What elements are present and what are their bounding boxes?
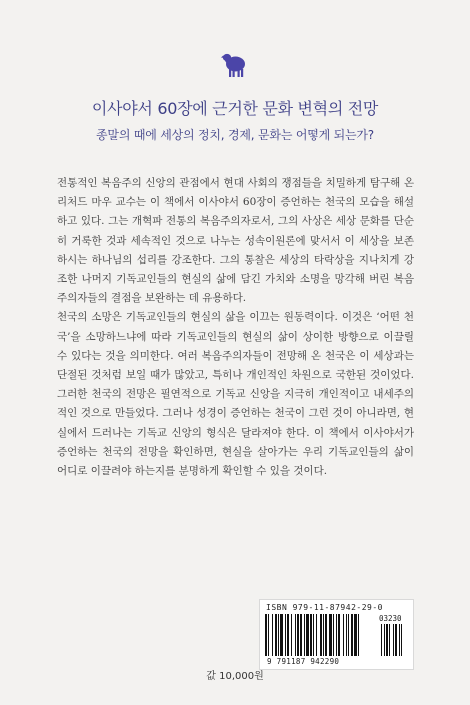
barcode-bar <box>333 614 334 656</box>
book-title: 이사야서 60장에 근거한 문화 변혁의 전망 <box>91 99 379 118</box>
barcode-addon-bar <box>395 624 397 656</box>
isbn-number: ISBN 979-11-87942-29-0 <box>266 603 383 612</box>
barcode-bar <box>306 614 309 656</box>
barcode-bar <box>304 614 305 656</box>
barcode-bar <box>275 614 277 656</box>
barcode-digits: 9 791187 942290 <box>267 657 340 666</box>
barcode-bar <box>278 614 279 656</box>
barcode-bar <box>358 614 359 656</box>
barcode-bar <box>323 614 324 656</box>
barcode-addon-bar <box>393 624 394 656</box>
barcode-bar <box>287 614 289 656</box>
barcode-addon-bar <box>381 624 382 656</box>
barcode-addon-bar <box>401 624 402 656</box>
barcode-bar <box>280 614 283 656</box>
barcode-bar <box>265 614 267 656</box>
isbn-barcode <box>259 599 414 670</box>
price: 값 10,000원 <box>206 671 264 682</box>
barcode-bar <box>351 614 353 656</box>
barcode-bar <box>291 614 292 656</box>
book-subtitle: 종말의 때에 세상의 정치, 경제, 문화는 어떻게 되는가? <box>96 128 374 142</box>
description-paragraph: 천국의 소망은 기독교인들의 현실의 삶을 이끄는 원동력이다. 이것은 ‘어떤 천국’을 소망하느냐에 따라 기독교인들의 현실의 삶이 상이한 방향으로 이끌릴 수 있다는 것을 의미한다. 여러 복음주의자들이 전망해 온 천국은 이 세상과는 단절된 것처럼 보일 때가 많았고, 특히나 개인적인 차원으로 국한된 것이었다. 그러한 천국의 전망은 필연적으로 기독교 신앙을 지극히 개인적이고 내세주의적인 것으로 만들었다. 그러나 성경이 증언하는 천국이 그런 것이 아니라면, 현실에서 드러나는 기독교 신앙의 형식은 달라져야 한다. 이 책에서 이사야서가 증언하는 천국의 전망을 확인하면, 현실을 살아가는 우리 기독교인들의 삶이 어디로 이끌려야 하는지를 분명하게 확인할 수 있을 것이다. <box>57 311 414 478</box>
lamb-icon <box>218 47 250 79</box>
barcode-bar <box>285 614 286 656</box>
description-paragraph: 전통적인 복음주의 신앙의 관점에서 현대 사회의 쟁점들을 치밀하게 탐구해 온 리처드 마우 교수는 이 책에서 이사야서 60장이 증언하는 천국의 모습을 해설하고 있다. 그는 개혁파 전통의 복음주의자로서, 그의 사상은 세상 문화를 단순히 거룩한 것과 세속적인 것으로 나누는 성속이원론에 맞서서 이 세상을 보존하시는 하나님의 섭리를 강조한다. 그의 통찰은 세상의 타락상을 지나치게 강조한 나머지 기독교인들의 현실의 삶에 담긴 가치와 소명을 망각해 버린 복음주의자들의 결점을 보완하는 데 유용하다. <box>57 177 414 305</box>
barcode-bar <box>320 614 322 656</box>
barcode-bar <box>338 614 340 656</box>
barcode-bar <box>272 614 273 656</box>
barcode-addon-bar <box>389 624 390 656</box>
barcode-addon: 03230 <box>379 614 402 623</box>
barcode-bar <box>295 614 296 656</box>
barcode-bars <box>265 614 408 658</box>
barcode-bar <box>310 614 312 656</box>
barcode-bar <box>346 614 347 656</box>
barcode-bar <box>300 614 302 656</box>
barcode-bar <box>329 614 332 656</box>
barcode-bar <box>316 614 317 656</box>
book-description <box>57 174 414 481</box>
barcode-bar <box>348 614 349 656</box>
barcode-bar <box>297 614 299 656</box>
barcode-bar <box>325 614 327 656</box>
barcode-bar <box>354 614 357 656</box>
barcode-addon-bar <box>399 624 400 656</box>
barcode-addon-bar <box>384 624 385 656</box>
barcode-bar <box>268 614 269 656</box>
barcode-addon-bar <box>386 624 388 656</box>
barcode-bar <box>343 614 344 656</box>
barcode-bar <box>313 614 314 656</box>
barcode-bar <box>336 614 337 656</box>
